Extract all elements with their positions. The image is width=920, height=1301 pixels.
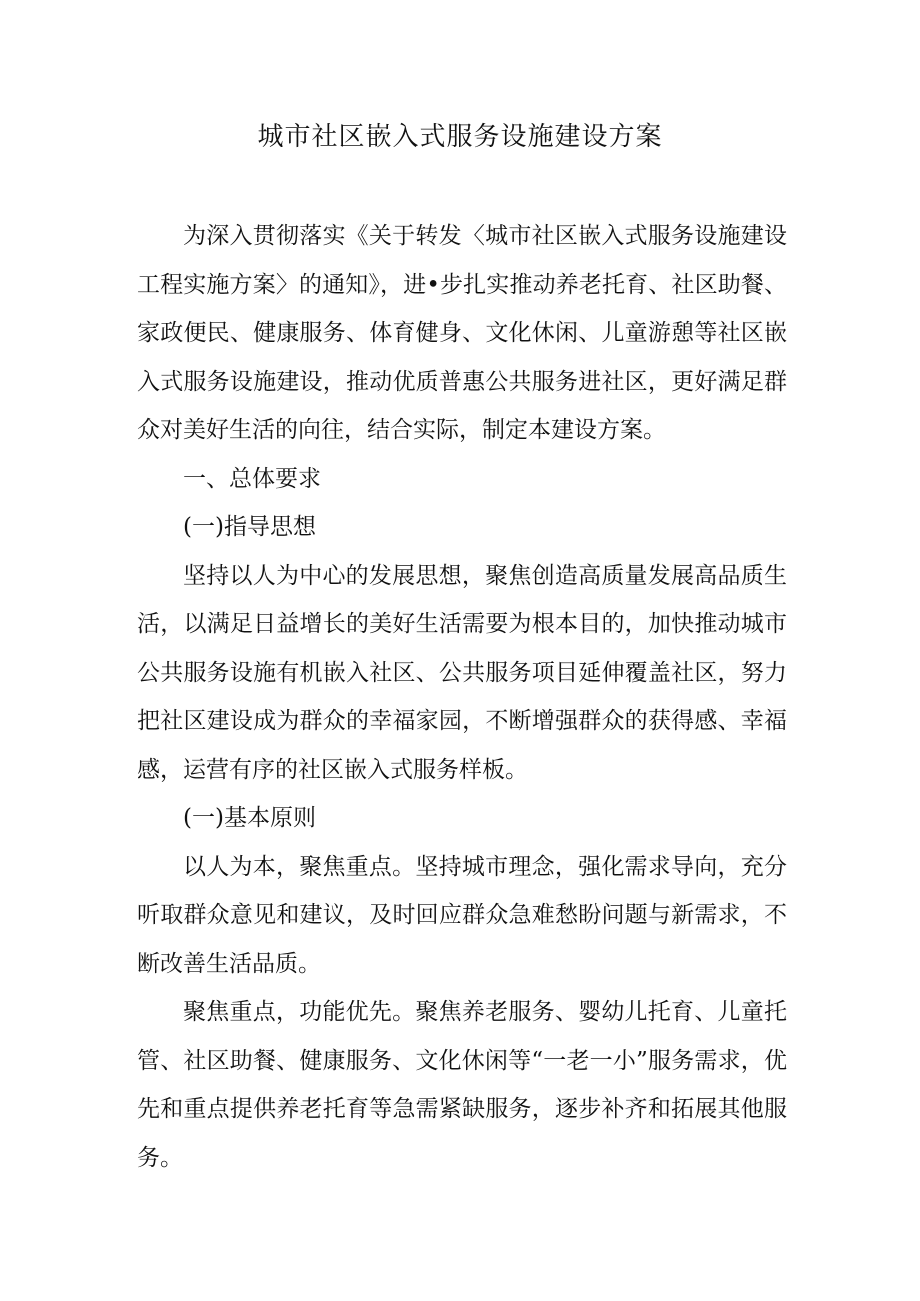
document-title: 城市社区嵌入式服务设施建设方案 [257, 122, 663, 152]
principle-paragraph-people-oriented: 以人为本，聚焦重点。坚持城市理念，强化需求导向，充分听取群众意见和建议，及时回应群众急难愁盼问题与新需求，不断改善生活品质。 [137, 853, 787, 977]
section-heading-general-requirements: 一、总体要求 [183, 465, 321, 492]
guiding-ideology-paragraph: 坚持以人为中心的发展思想，聚焦创造高质量发展高品质生活，以满足日益增长的美好生活需要为根本目的，加快推动城市公共服务设施有机嵌入社区、公共服务项目延伸覆盖社区，努力把社区建设成为群众的幸福家园，不断增强群众的获得感、幸福感，运营有序的社区嵌入式服务样板。 [137, 562, 787, 783]
subsection-heading-basic-principles: (一)基本原则 [183, 805, 316, 831]
principle-paragraph-function-priority: 聚焦重点，功能优先。聚焦养老服务、婴幼儿托育、儿童托管、社区助餐、健康服务、文化休闲等“一老一小”服务需求，优先和重点提供养老托育等急需紧缺服务，逐步补齐和拓展其他服务。 [137, 999, 787, 1171]
document-body [137, 212, 787, 1182]
intro-paragraph: 为深入贯彻落实《关于转发〈城市社区嵌入式服务设施建设工程实施方案〉的通知》，进•步扎实推动养老托育、社区助餐、家政便民、健康服务、体育健身、文化休闲、儿童游憩等社区嵌入式服务设施建设，推动优质普惠公共服务进社区，更好满足群众对美好生活的向往，结合实际，制定本建设方案。 [137, 223, 787, 443]
subsection-heading-guiding-ideology: (一)指导思想 [183, 514, 316, 540]
